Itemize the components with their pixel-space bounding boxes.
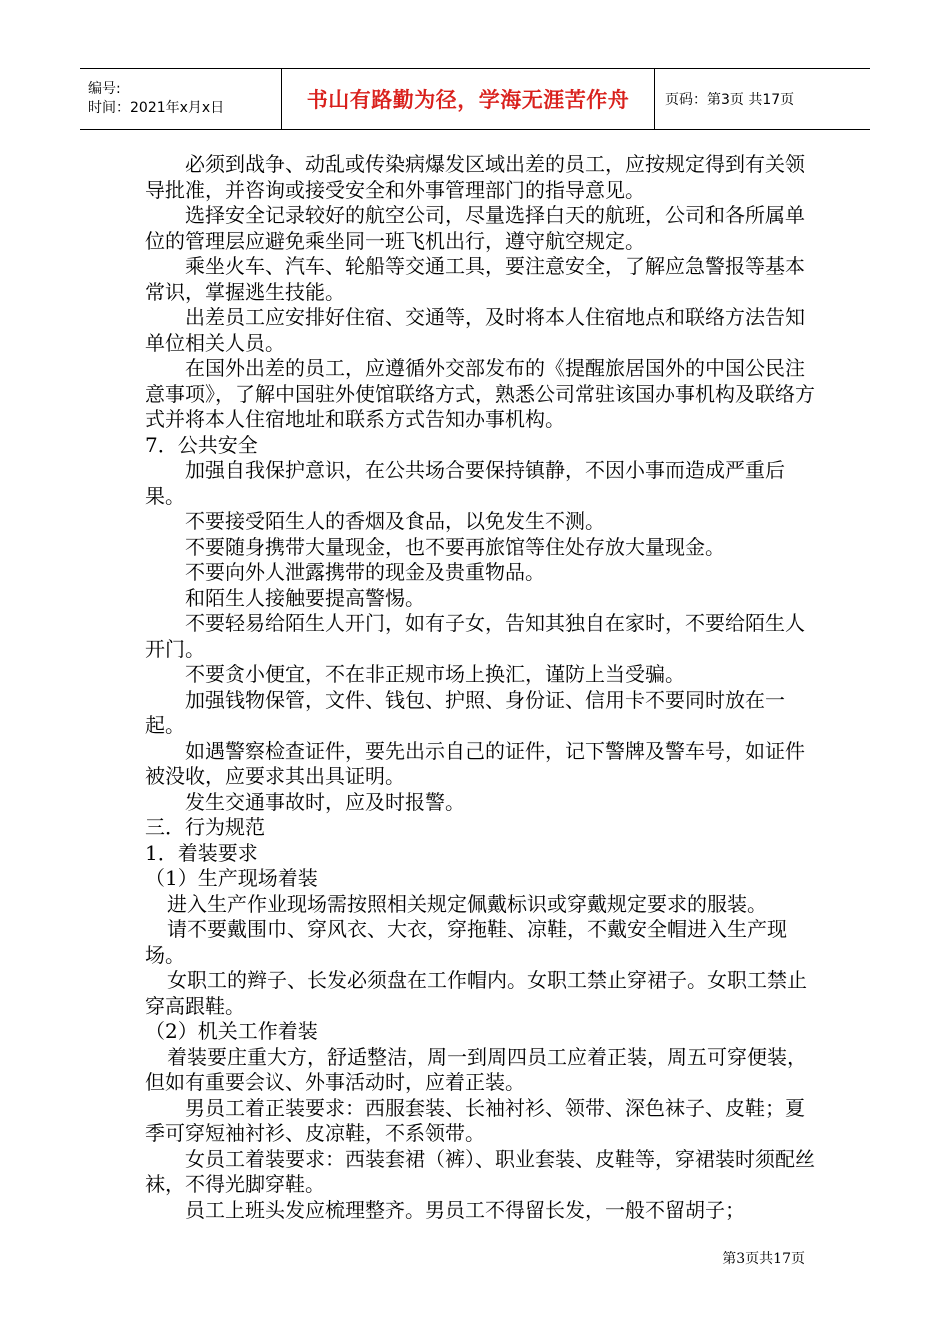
body-paragraph: 乘坐火车、汽车、轮船等交通工具，要注意安全，了解应急警报等基本常识，掌握逃生技能。	[145, 254, 805, 304]
body-paragraph: 不要贪小便宜，不在非正规市场上换汇，谨防上当受骗。	[185, 662, 685, 686]
body-paragraph: 不要随身携带大量现金，也不要再旅馆等住处存放大量现金。	[185, 534, 725, 559]
body-paragraph: 不要向外人泄露携带的现金及贵重物品。	[185, 560, 545, 584]
section-heading: （1）生产现场着装	[145, 866, 318, 890]
body-paragraph: 加强钱物保管，文件、钱包、护照、身份证、信用卡不要同时放在一起。	[145, 687, 785, 737]
body-paragraph: 发生交通事故时，应及时报警。	[185, 789, 465, 814]
body-paragraph: 加强自我保护意识，在公共场合要保持镇静，不因小事而造成严重后果。	[145, 458, 785, 508]
section-heading: 1．着装要求	[145, 840, 258, 865]
body-paragraph: 员工上班头发应梳理整齐。男员工不得留长发，一般不留胡子；	[185, 1197, 745, 1222]
body-paragraph: 男员工着正装要求：西服套装、长袖衬衫、领带、深色袜子、皮鞋；夏季可穿短袖衬衫、皮凉鞋，不系领带。	[145, 1095, 805, 1145]
header-motto-cell	[281, 69, 655, 129]
header-page-code: 页码：第3页 共17页	[665, 92, 795, 108]
header-motto: 书山有路勤为径，学海无涯苦作舟	[306, 88, 630, 112]
header-page-cell	[655, 69, 870, 129]
document-date: 时间：2021年x月x日	[88, 100, 225, 116]
body-paragraph: 在国外出差的员工，应遵循外交部发布的《提醒旅居国外的中国公民注意事项》，了解中国驻外使馆联络方式，熟悉公司常驻该国办事机构及联络方式并将本人住宿地址和联系方式告知办事机构。	[145, 356, 815, 431]
body-paragraph: 不要轻易给陌生人开门，如有子女，告知其独自在家时，不要给陌生人开门。	[145, 611, 805, 661]
page-footer: 第3页共17页	[722, 1251, 805, 1267]
page-header	[80, 68, 870, 130]
header-info	[80, 69, 281, 129]
body-paragraph: 和陌生人接触要提高警惕。	[185, 585, 425, 610]
body-paragraph: 必须到战争、动乱或传染病爆发区域出差的员工，应按规定得到有关领导批准，并咨询或接受安全和外事管理部门的指导意见。	[145, 152, 805, 202]
section-heading: （2）机关工作着装	[145, 1019, 318, 1043]
body-paragraph: 请不要戴围巾、穿风衣、大衣，穿拖鞋、凉鞋，不戴安全帽进入生产现场。	[145, 917, 787, 967]
section-heading: 7．公共安全	[145, 432, 258, 457]
document-body	[145, 152, 815, 1223]
body-paragraph: 不要接受陌生人的香烟及食品，以免发生不测。	[185, 509, 605, 533]
body-paragraph: 着装要庄重大方，舒适整洁，周一到周四员工应着正装，周五可穿便装，但如有重要会议、外事活动时，应着正装。	[145, 1044, 807, 1094]
body-paragraph: 出差员工应安排好住宿、交通等，及时将本人住宿地点和联络方法告知单位相关人员。	[145, 305, 805, 355]
document-number-label: 编号:	[88, 81, 121, 97]
body-paragraph: 选择安全记录较好的航空公司，尽量选择白天的航班，公司和各所属单位的管理层应避免乘坐同一班飞机出行，遵守航空规定。	[145, 203, 805, 253]
body-paragraph: 进入生产作业现场需按照相关规定佩戴标识或穿戴规定要求的服装。	[167, 891, 767, 916]
section-heading: 三．行为规范	[145, 815, 265, 839]
body-paragraph: 女员工着装要求：西装套裙（裤）、职业套装、皮鞋等，穿裙装时须配丝袜，不得光脚穿鞋。	[145, 1146, 815, 1196]
body-paragraph: 女职工的辫子、长发必须盘在工作帽内。女职工禁止穿裙子。女职工禁止穿高跟鞋。	[145, 968, 807, 1018]
body-paragraph: 如遇警察检查证件，要先出示自己的证件，记下警牌及警车号，如证件被没收，应要求其出具证明。	[145, 738, 805, 788]
